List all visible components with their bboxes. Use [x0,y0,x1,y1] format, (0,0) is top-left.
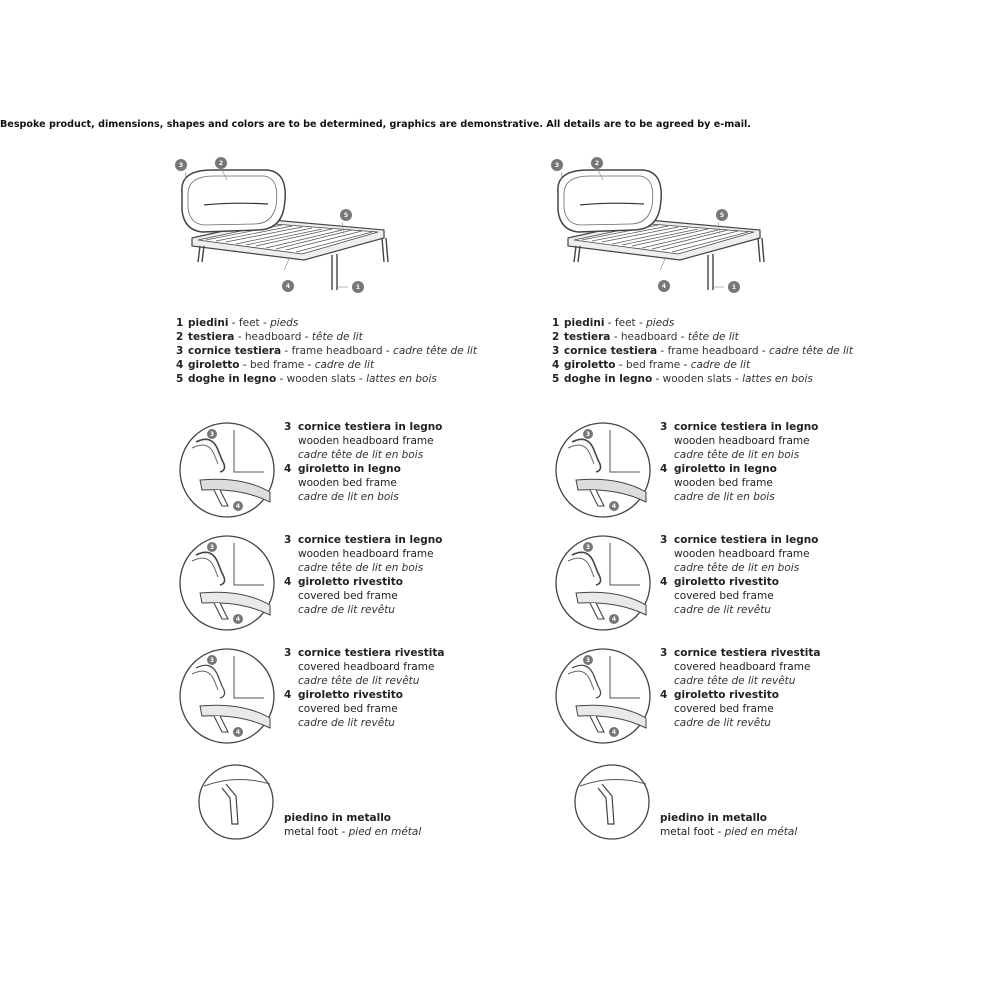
legend-english: wooden slats [286,373,356,385]
detail-line: 3 cornice testiera rivestita [660,647,821,659]
detail-line: covered headboard frame [298,661,435,673]
detail-line: cadre de lit revêtu [674,717,771,729]
foot-translations: metal foot - pied en métal [660,826,798,838]
detail-line: cadre tête de lit en bois [298,562,424,574]
foot-italian: piedino in metallo [660,812,768,824]
detail-line: 4 giroletto in legno [284,463,401,475]
svg-text:4: 4 [611,503,617,510]
svg-text:5: 5 [343,212,349,219]
svg-text:4: 4 [611,729,617,736]
detail-text [284,533,442,617]
legend-english: headboard [620,331,678,343]
column-right [548,0,1000,1000]
legend-row: 1 piedini - feet - pieds [552,317,675,329]
detail-diagram [172,646,282,746]
detail-line: 3 cornice testiera in legno [284,534,443,546]
detail-line: 4 giroletto rivestito [660,576,779,588]
parts-legend [176,316,477,386]
legend-italian: cornice testiera [188,345,282,357]
legend-english: headboard [244,331,302,343]
svg-text:3: 3 [585,657,591,664]
detail-line: wooden bed frame [674,477,773,489]
legend-row: 1 piedini - feet - pieds [176,317,299,329]
legend-number: 3 [552,345,560,357]
detail-diagram [548,533,658,633]
legend-french: tête de lit [311,331,363,343]
detail-line: 3 cornice testiera in legno [660,534,819,546]
legend-row: 5 doghe in legno - wooden slats - lattes en bois [176,373,437,385]
legend-number: 4 [176,359,184,371]
legend-english: wooden slats [662,373,732,385]
detail-line: cadre tête de lit en bois [674,562,800,574]
legend-row: 4 giroletto - bed frame - cadre de lit [552,359,751,371]
legend-french: pieds [646,317,675,329]
detail-line: covered bed frame [298,703,398,715]
detail-line: cadre tête de lit revêtu [674,675,796,687]
legend-row: 2 testiera - headboard - tête de lit [552,331,739,343]
detail-line: cadre de lit revêtu [298,717,395,729]
svg-text:3: 3 [209,657,215,664]
detail-line: cadre de lit revêtu [674,604,771,616]
legend-number: 5 [176,373,184,385]
legend-italian: testiera [564,331,611,343]
svg-text:3: 3 [585,431,591,438]
legend-number: 2 [552,331,560,343]
legend-number: 5 [552,373,560,385]
svg-text:4: 4 [611,616,617,623]
detail-text [660,420,818,504]
svg-text:2: 2 [594,160,600,167]
bed-diagram [172,150,422,300]
legend-number: 1 [176,317,184,329]
detail-text [284,646,444,730]
detail-text [660,533,818,617]
legend-number: 1 [552,317,560,329]
legend-row: 3 cornice testiera - frame headboard - cadre tête de lit [552,345,853,357]
detail-line: cadre de lit en bois [674,491,775,503]
svg-text:4: 4 [235,729,241,736]
detail-line: wooden headboard frame [674,548,810,560]
legend-french: lattes en bois [366,373,437,385]
legend-italian: piedini [564,317,605,329]
svg-text:5: 5 [719,212,725,219]
foot-text [284,811,421,839]
detail-line: wooden headboard frame [674,435,810,447]
legend-italian: giroletto [188,359,240,371]
detail-line: 4 giroletto in legno [660,463,777,475]
legend-french: cadre tête de lit [769,345,853,357]
detail-line: cadre tête de lit en bois [298,449,424,461]
detail-diagram [548,420,658,520]
detail-line: wooden bed frame [298,477,397,489]
svg-text:1: 1 [731,284,737,291]
legend-row: 2 testiera - headboard - tête de lit [176,331,363,343]
detail-line: covered bed frame [674,590,774,602]
legend-number: 4 [552,359,560,371]
detail-line: covered headboard frame [674,661,811,673]
legend-french: cadre de lit [314,359,375,371]
legend-english: frame headboard [667,345,759,357]
detail-line: covered bed frame [298,590,398,602]
legend-french: tête de lit [687,331,739,343]
svg-text:4: 4 [661,283,667,290]
foot-text [660,811,797,839]
svg-text:1: 1 [355,284,361,291]
foot-italian: piedino in metallo [284,812,392,824]
legend-number: 3 [176,345,184,357]
detail-line: 4 giroletto rivestito [284,576,403,588]
detail-line: cadre de lit revêtu [298,604,395,616]
legend-row: 5 doghe in legno - wooden slats - lattes en bois [552,373,813,385]
legend-number: 2 [176,331,184,343]
svg-text:3: 3 [178,162,184,169]
legend-english: frame headboard [291,345,383,357]
metal-foot-diagram [196,762,276,842]
legend-french: cadre de lit [690,359,751,371]
detail-line: 4 giroletto rivestito [284,689,403,701]
legend-english: bed frame [625,359,681,371]
legend-english: bed frame [249,359,305,371]
bed-diagram [548,150,798,300]
svg-text:4: 4 [235,503,241,510]
foot-translations: metal foot - pied en métal [284,826,422,838]
detail-line: cadre tête de lit en bois [674,449,800,461]
legend-italian: cornice testiera [564,345,658,357]
svg-text:3: 3 [209,431,215,438]
disclaimer-text: Bespoke product, dimensions, shapes and colors are to be determined, graphics are demonstrative. All details are to be agreed by e-mail. [0,119,751,130]
detail-line: cadre de lit en bois [298,491,399,503]
legend-italian: doghe in legno [564,373,653,385]
metal-foot-diagram [572,762,652,842]
detail-line: wooden headboard frame [298,548,434,560]
detail-line: 3 cornice testiera in legno [284,421,443,433]
legend-french: cadre tête de lit [393,345,477,357]
svg-text:4: 4 [285,283,291,290]
legend-italian: piedini [188,317,229,329]
legend-english: feet [238,317,260,329]
legend-italian: testiera [188,331,235,343]
detail-line: cadre tête de lit revêtu [298,675,420,687]
legend-italian: giroletto [564,359,616,371]
detail-text [284,420,442,504]
detail-text [660,646,820,730]
detail-line: 3 cornice testiera in legno [660,421,819,433]
detail-line: wooden headboard frame [298,435,434,447]
detail-line: 4 giroletto rivestito [660,689,779,701]
svg-text:4: 4 [235,616,241,623]
detail-line: covered bed frame [674,703,774,715]
legend-italian: doghe in legno [188,373,277,385]
detail-diagram [548,646,658,746]
svg-text:3: 3 [554,162,560,169]
parts-legend [552,316,853,386]
svg-text:2: 2 [218,160,224,167]
detail-diagram [172,420,282,520]
detail-line: 3 cornice testiera rivestita [284,647,445,659]
legend-row: 3 cornice testiera - frame headboard - cadre tête de lit [176,345,477,357]
svg-text:3: 3 [585,544,591,551]
svg-text:3: 3 [209,544,215,551]
legend-english: feet [614,317,636,329]
legend-row: 4 giroletto - bed frame - cadre de lit [176,359,375,371]
legend-french: lattes en bois [742,373,813,385]
detail-diagram [172,533,282,633]
legend-french: pieds [270,317,299,329]
